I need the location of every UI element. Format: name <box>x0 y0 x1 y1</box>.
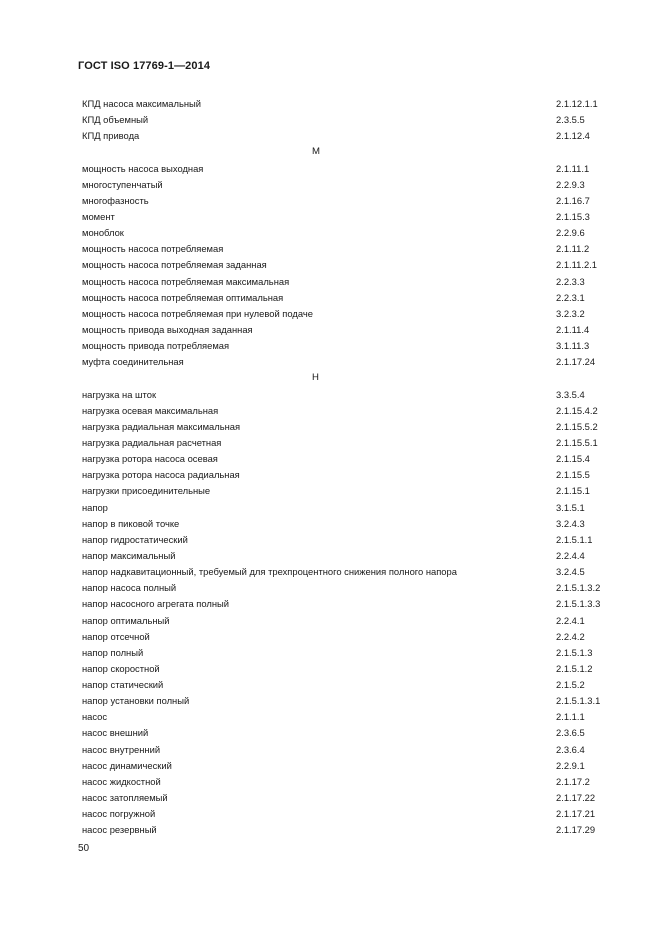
index-reference: 2.1.11.1 <box>556 162 590 174</box>
index-reference: 2.2.9.3 <box>556 178 585 190</box>
index-term: нагрузка радиальная расчетная <box>82 436 222 448</box>
index-term: муфта соединительная <box>82 356 184 368</box>
index-term: напор оптимальный <box>82 614 170 626</box>
index-entry <box>82 564 612 580</box>
letter-heading: Н <box>312 372 319 384</box>
index-entry <box>82 354 612 370</box>
index-entry <box>82 500 612 516</box>
index-term: мощность насоса потребляемая максимальная <box>82 275 290 287</box>
index-reference: 2.2.9.6 <box>556 227 585 239</box>
index-reference: 3.2.4.3 <box>556 517 585 529</box>
index-term: многофазность <box>82 194 149 206</box>
index-entry <box>82 419 612 435</box>
index-entry <box>82 758 612 774</box>
index-reference: 2.1.12.1.1 <box>556 98 598 109</box>
index-entry <box>82 709 612 725</box>
index-term: напор максимальный <box>82 549 176 561</box>
index-term: напор отсечной <box>82 630 150 642</box>
index-entry <box>82 790 612 806</box>
index-term: насос <box>82 711 108 723</box>
index-term: момент <box>82 210 115 222</box>
index-reference: 2.3.6.4 <box>556 743 585 755</box>
index-term: напор насосного агрегата полный <box>82 598 230 610</box>
index-entry <box>82 128 612 144</box>
index-term: мощность насоса потребляемая заданная <box>82 259 267 271</box>
index-reference: 2.1.15.4 <box>556 453 590 465</box>
index-entry <box>82 725 612 741</box>
index-reference: 2.1.15.1 <box>556 485 590 497</box>
index-entry <box>82 580 612 596</box>
index-entry <box>82 112 612 128</box>
index-reference: 2.1.1.1 <box>556 711 585 723</box>
index-reference: 2.1.17.24 <box>556 356 596 368</box>
index-reference: 3.1.11.3 <box>556 340 590 352</box>
index-letter-heading <box>82 144 612 160</box>
index-reference: 2.1.17.2 <box>556 775 590 787</box>
index-reference: 2.2.9.1 <box>556 759 585 771</box>
index-entry <box>82 483 612 499</box>
index-reference: 2.3.5.5 <box>556 114 585 126</box>
index-entry <box>82 742 612 758</box>
index-entry <box>82 322 612 338</box>
index-term: КПД привода <box>82 130 140 142</box>
index-reference: 3.2.3.2 <box>556 307 585 319</box>
index-term: насос динамический <box>82 759 172 771</box>
index-entry <box>82 290 612 306</box>
index-term: нагрузка осевая максимальная <box>82 404 219 416</box>
index-term: насос жидкостной <box>82 775 161 787</box>
index-entry <box>82 774 612 790</box>
index-term: напор скоростной <box>82 662 160 674</box>
index-term: напор <box>82 501 108 513</box>
index-term: нагрузка ротора насоса осевая <box>82 453 218 465</box>
index-reference: 2.1.5.1.3.1 <box>556 695 601 707</box>
index-term: насос затопляемый <box>82 792 168 804</box>
index-entry <box>82 516 612 532</box>
index-entry <box>82 306 612 322</box>
index-entry <box>82 403 612 419</box>
index-reference: 2.1.17.21 <box>556 808 596 820</box>
index-term: КПД объемный <box>82 114 149 126</box>
index-term: моноблок <box>82 227 124 239</box>
index-entry <box>82 161 612 177</box>
index-term: насос внутренний <box>82 743 161 755</box>
index-reference: 2.2.4.1 <box>556 614 585 626</box>
index-reference: 3.2.4.5 <box>556 566 585 578</box>
index-entry <box>82 435 612 451</box>
index-entry <box>82 241 612 257</box>
index-term: мощность насоса потребляемая оптимальная <box>82 291 284 303</box>
index-term: нагрузка радиальная максимальная <box>82 420 241 432</box>
index-entry <box>82 209 612 225</box>
index-entry <box>82 257 612 273</box>
index-entry <box>82 451 612 467</box>
index-term: напор в пиковой точке <box>82 517 180 529</box>
index-term: насос внешний <box>82 727 149 739</box>
index-term: напор гидростатический <box>82 533 188 545</box>
index-reference: 2.1.5.1.3.2 <box>556 582 601 594</box>
index-reference: 2.1.17.29 <box>556 824 596 836</box>
letter-heading: М <box>312 146 320 158</box>
index-term: мощность привода выходная заданная <box>82 323 253 335</box>
index-entry <box>82 596 612 612</box>
index-reference: 2.1.15.5.1 <box>556 436 598 448</box>
index-reference: 2.2.4.4 <box>556 549 585 561</box>
index-entry <box>82 677 612 693</box>
index-entry <box>82 193 612 209</box>
index-term: напор насоса полный <box>82 582 177 594</box>
index-reference: 3.1.5.1 <box>556 501 585 513</box>
index-entry <box>82 822 612 838</box>
index-term: напор статический <box>82 679 164 691</box>
index-entry <box>82 274 612 290</box>
index-term: мощность привода потребляемая <box>82 340 230 352</box>
index-term: мощность насоса потребляемая при нулевой подаче <box>82 307 313 319</box>
index-entry <box>82 613 612 629</box>
index-term: мощность насоса потребляемая <box>82 243 224 255</box>
index-term: насос погружной <box>82 808 156 820</box>
index-reference: 2.1.5.1.2 <box>556 662 593 674</box>
index-term: насос резервный <box>82 824 157 836</box>
index-entry <box>82 661 612 677</box>
index-reference: 2.1.5.1.3 <box>556 646 593 658</box>
index-reference: 2.1.5.1.3.3 <box>556 598 601 610</box>
index-letter-heading <box>82 370 612 386</box>
index-term: напор полный <box>82 646 144 658</box>
index-entry <box>82 645 612 661</box>
index-reference: 2.2.3.3 <box>556 275 585 287</box>
index-reference: 2.1.12.4 <box>556 130 590 142</box>
index-entry <box>82 177 612 193</box>
index-reference: 2.1.15.3 <box>556 210 590 222</box>
index-reference: 2.2.3.1 <box>556 291 585 303</box>
index-reference: 2.1.11.2.1 <box>556 259 598 271</box>
index-term: нагрузка на шток <box>82 388 157 400</box>
index-entry <box>82 387 612 403</box>
index-term: нагрузки присоединительные <box>82 485 211 497</box>
index-term: напор надкавитационный, требуемый для трехпроцентного снижения полного напора <box>82 566 457 578</box>
index-term: КПД насоса максимальный <box>82 98 202 109</box>
index-term: напор установки полный <box>82 695 190 707</box>
index-reference: 2.1.15.5.2 <box>556 420 598 432</box>
index-entry <box>82 548 612 564</box>
index-entry <box>82 532 612 548</box>
index-reference: 2.3.6.5 <box>556 727 585 739</box>
index-reference: 2.1.11.2 <box>556 243 590 255</box>
index-reference: 2.1.5.2 <box>556 679 585 691</box>
index-reference: 2.1.11.4 <box>556 323 590 335</box>
index-entry <box>82 629 612 645</box>
index-reference: 2.1.15.5 <box>556 469 590 481</box>
index-entry <box>82 338 612 354</box>
index-reference: 2.1.5.1.1 <box>556 533 593 545</box>
index-term: мощность насоса выходная <box>82 162 204 174</box>
index-term: нагрузка ротора насоса радиальная <box>82 469 240 481</box>
index-entry <box>82 225 612 241</box>
index-reference: 2.1.17.22 <box>556 792 596 804</box>
alphabetical-index <box>82 96 612 838</box>
index-reference: 3.3.5.4 <box>556 388 585 400</box>
index-entry <box>82 693 612 709</box>
index-term: многоступенчатый <box>82 178 163 190</box>
index-reference: 2.1.15.4.2 <box>556 404 598 416</box>
index-reference: 2.2.4.2 <box>556 630 585 642</box>
index-entry <box>82 467 612 483</box>
index-reference: 2.1.16.7 <box>556 194 590 206</box>
document-header: ГОСТ ISO 17769-1—2014 <box>78 60 211 72</box>
index-entry <box>82 96 612 112</box>
index-entry <box>82 806 612 822</box>
page-number: 50 <box>78 843 90 854</box>
